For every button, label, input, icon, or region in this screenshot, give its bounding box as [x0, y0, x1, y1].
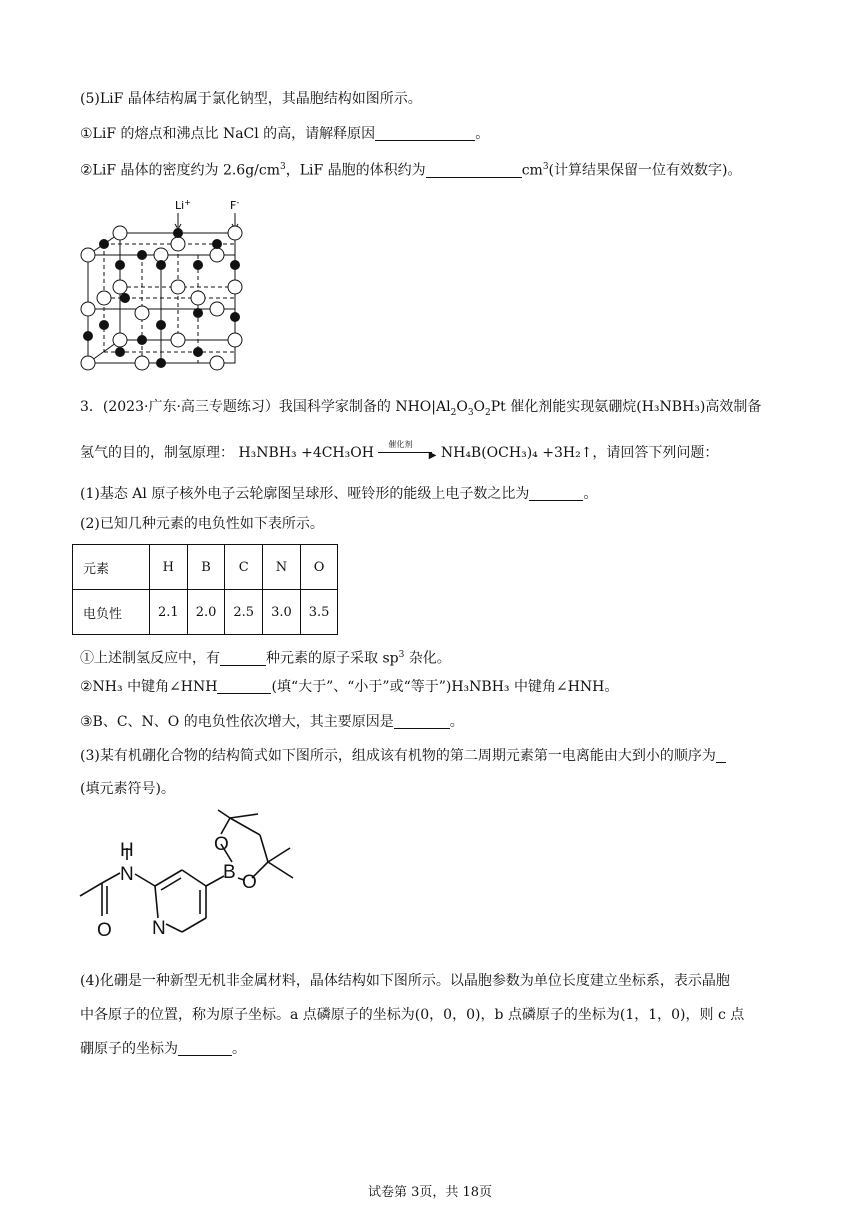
q3-sub3-end: 。	[449, 714, 464, 730]
reaction-products: NH₄B(OCH₃)₄ +3H₂↑	[440, 445, 593, 461]
q3-part1-end: 。	[583, 486, 598, 502]
q3-sub2-text: ②NH₃ 中键角∠HNH	[80, 679, 218, 695]
answer-blank[interactable]	[178, 1041, 232, 1056]
structure-bonds	[80, 810, 293, 932]
table-cell: 3.0	[263, 590, 301, 635]
answer-blank[interactable]	[217, 679, 271, 694]
q3-part4-line3	[80, 1040, 246, 1058]
atom-n-pyridine: N	[152, 918, 166, 939]
q3-part3	[80, 747, 726, 765]
q3-sub2-end: (填“大于”、“小于”或“等于”)H₃NBH₃ 中键角∠HNH。	[271, 679, 619, 695]
superscript: 3	[280, 162, 286, 172]
q3-header-o: O	[473, 399, 486, 415]
q3-part1-text: (1)基态 Al 原子核外电子云轮廓图呈球形、哑铃形的能级上电子数之比为	[80, 486, 530, 502]
answer-blank[interactable]	[375, 126, 475, 141]
q5-part2-end: (计算结果保留一位有效数字)。	[548, 162, 742, 179]
reaction-end: ，请回答下列问题：	[592, 445, 719, 461]
atom-o-carbonyl: O	[97, 920, 112, 941]
q3-part1	[80, 485, 597, 503]
q5-part2	[80, 158, 741, 180]
subscript: 2	[485, 407, 491, 418]
table-row	[73, 545, 338, 590]
q3-header-o: O	[456, 399, 468, 415]
q3-header-text: 3．(2023·广东·高三专题练习）我国科学家制备的 NHO|Al	[80, 399, 451, 415]
table-cell: H	[150, 545, 188, 590]
q3-header	[80, 398, 761, 422]
table-cell: C	[225, 545, 263, 590]
q3-sub1-mid: 种元素的原子采取 sp	[266, 650, 399, 667]
q3-sub1-end: 杂化。	[404, 650, 451, 667]
table-cell: 2.5	[225, 590, 263, 635]
atom-h: H	[120, 840, 134, 861]
q3-sub3	[80, 713, 464, 731]
q5-part1-text: ①LiF 的熔点和沸点比 NaCl 的高，请解释原因	[80, 126, 376, 142]
answer-blank[interactable]	[394, 714, 450, 729]
q5-part1	[80, 125, 489, 143]
li-label: Li+	[175, 198, 191, 212]
lif-crystal-diagram	[70, 195, 260, 385]
label-arrows	[175, 213, 238, 229]
organoboron-structure-diagram	[78, 808, 318, 958]
subscript: 3	[467, 407, 474, 418]
q3-sub3-text: ③B、C、N、O 的电负性依次增大，其主要原因是	[80, 714, 394, 730]
reaction-reactants: H₃NBH₃ +4CH₃OH	[238, 445, 374, 461]
table-cell: 2.1	[150, 590, 188, 635]
q5-part2-mid: ，LiF 晶胞的体积约为	[285, 162, 426, 179]
table-cell: 3.5	[300, 590, 338, 635]
electronegativity-table	[72, 544, 338, 635]
q5-intro: (5)LiF 晶体结构属于氯化钠型，其晶胞结构如图所示。	[80, 91, 422, 107]
q3-header-end: Pt 催化剂能实现氨硼烷(H₃NBH₃)高效制备	[490, 399, 762, 415]
subscript: 2	[450, 407, 457, 418]
q5-part2-text: ②LiF 晶体的密度约为 2.6g/cm	[80, 162, 280, 179]
q3-sub2	[80, 678, 618, 696]
page-footer: 试卷第 3页，共 18页	[367, 1185, 493, 1200]
table-header-label: 元素	[73, 545, 150, 590]
table-cell: N	[263, 545, 301, 590]
q3-part4-end: 。	[232, 1041, 246, 1057]
table-row-label: 电负性	[73, 590, 150, 635]
table-cell: O	[300, 545, 338, 590]
atom-n-amide: N	[120, 864, 134, 885]
unit-text: cm	[521, 162, 543, 179]
superscript: 3	[542, 162, 549, 172]
q3-part3-line2: (填元素符号)。	[80, 781, 175, 797]
q3-sub1-text: ①上述制氢反应中，有	[80, 650, 220, 667]
table-row	[73, 590, 338, 635]
q3-part2: (2)已知几种元素的电负性如下表所示。	[80, 516, 324, 532]
q3-part4-text: 硼原子的坐标为	[80, 1041, 178, 1057]
q3-part3-text: (3)某有机硼化合物的结构简式如下图所示，组成该有机物的第二周期元素第一电离能由大到小的顺序为	[80, 748, 716, 764]
superscript: 3	[398, 650, 405, 660]
q5-part1-end: 。	[475, 126, 490, 142]
q3-part4-line1: (4)化硼是一种新型无机非金属材料，晶体结构如下图所示。以晶胞参数为单位长度建立坐标系，表示晶胞	[80, 973, 730, 989]
q3-sub1	[80, 646, 451, 668]
answer-blank[interactable]	[220, 651, 266, 666]
f-label: F-	[230, 198, 240, 212]
catalyst-label: 催化剂	[388, 440, 413, 449]
reaction-intro: 氢气的目的，制氢原理：	[80, 445, 234, 461]
answer-blank[interactable]	[716, 748, 726, 763]
atom-o-ring: O	[214, 834, 229, 855]
reaction-arrow: 催化剂 ▶	[378, 445, 436, 459]
q3-part4-line2: 中各原子的位置，称为原子坐标。a 点磷原子的坐标为(0，0，0)，b 点磷原子的坐标为(1，1，0)，则 c 点	[80, 1007, 745, 1023]
answer-blank[interactable]	[529, 486, 583, 501]
atom-o-ring: O	[242, 872, 257, 893]
table-cell: 2.0	[187, 590, 225, 635]
atom-b: B	[223, 862, 236, 883]
q3-reaction-line	[80, 440, 719, 462]
answer-blank[interactable]	[426, 163, 522, 178]
table-cell: B	[187, 545, 225, 590]
